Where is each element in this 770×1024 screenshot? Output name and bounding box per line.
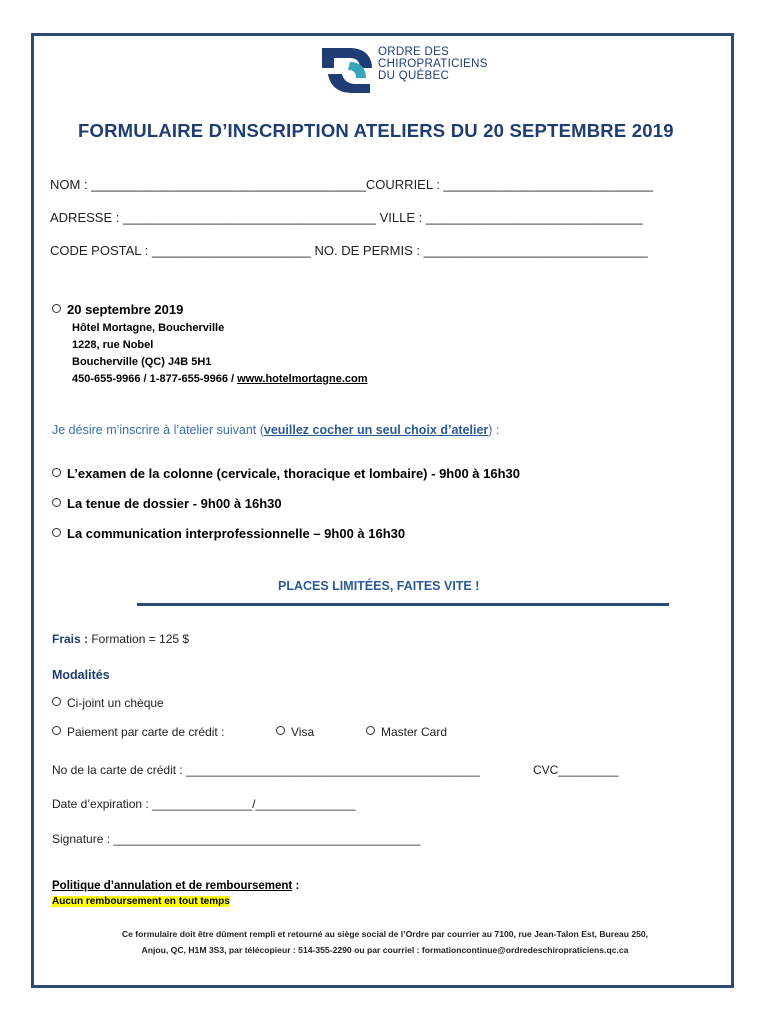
workshop-radio-1[interactable] (52, 468, 61, 477)
logo-line-3: DU QUÉBEC (378, 70, 450, 82)
instruction (52, 423, 499, 437)
session-radio[interactable] (52, 304, 61, 313)
mastercard-label: Master Card (381, 725, 448, 739)
form-title: FORMULAIRE D’INSCRIPTION ATELIERS DU 20 SEPTEMBRE 2019 (78, 120, 674, 141)
workshop-option-3[interactable] (52, 525, 405, 543)
workshop-label-1: L’examen de la colonne (cervicale, thoracique et lombaire) - 9h00 à 16h30 (67, 466, 521, 481)
mastercard-radio[interactable] (366, 726, 375, 735)
payment-heading: Modalités (52, 668, 110, 682)
cheque-option[interactable] (52, 696, 164, 710)
cheque-label: Ci-joint un chèque (67, 696, 164, 710)
phones: 450-655-9966 / 1-877-655-9966 / (72, 373, 238, 385)
workshop-radio-2[interactable] (52, 498, 61, 507)
logo-line-2: CHIROPRATICIENS (378, 58, 488, 70)
card-number-field[interactable]: No de la carte de crédit : ____________________________________________ (52, 763, 480, 777)
visa-option[interactable] (276, 725, 314, 739)
fee-label: Frais : (52, 632, 89, 646)
policy-note (52, 896, 230, 907)
workshop-label-2: La tenue de dossier - 9h00 à 16h30 (67, 496, 282, 511)
footer-line-2: Anjou, QC, H1M 3S3, par télécopieur : 514-355-2290 ou par courriel : formationcontinue@ordredeschiropraticiens.qc.ca (141, 945, 629, 955)
credit-radio[interactable] (52, 726, 61, 735)
postal-permit-field[interactable]: CODE POSTAL : ______________________ NO. DE PERMIS : _______________________________ (50, 243, 648, 258)
instruction-prefix: Je désire m’inscrire à l’atelier suivant ( (52, 423, 264, 437)
mastercard-option[interactable] (366, 725, 447, 739)
cheque-radio[interactable] (52, 697, 61, 706)
city: Boucherville (QC) J4B 5H1 (72, 356, 212, 368)
workshop-radio-3[interactable] (52, 528, 61, 537)
policy-note-text: Aucun remboursement en tout temps (52, 896, 230, 907)
website-link[interactable]: www.hotelmortagne.com (237, 373, 368, 385)
credit-label: Paiement par carte de crédit : (67, 725, 225, 739)
policy-title-line (52, 880, 299, 892)
ocq-logo (320, 44, 510, 96)
signature-field[interactable]: Signature : ______________________________________________ (52, 832, 421, 846)
phones-line (72, 371, 368, 388)
workshop-option-1[interactable] (52, 465, 520, 483)
credit-option[interactable] (52, 725, 224, 739)
address-city-field[interactable]: ADRESSE : ___________________________________ VILLE : ______________________________ (50, 210, 643, 225)
logo-text (378, 46, 488, 82)
cvc-field[interactable]: CVC_________ (533, 763, 619, 777)
logo-line-1: ORDRE DES (378, 46, 450, 58)
places-notice: PLACES LIMITÉES, FAITES VITE ! (278, 579, 480, 593)
workshop-label-3: La communication interprofessionnelle – 9h00 à 16h30 (67, 526, 406, 541)
policy-title: Politique d’annulation et de remboursement (52, 880, 293, 892)
footer-line-1: Ce formulaire doit être dûment rempli et retourné au siège social de l’Ordre par courrier au 7100, rue Jean-Talon Est, Bureau 250, (121, 929, 649, 939)
fee-value: Formation = 125 $ (88, 632, 190, 646)
visa-label: Visa (291, 725, 315, 739)
workshop-option-2[interactable] (52, 495, 282, 513)
divider (137, 603, 669, 606)
session-details (72, 320, 368, 388)
footer-note (40, 926, 730, 958)
session-option[interactable] (52, 301, 183, 319)
street: 1228, rue Nobel (72, 339, 154, 351)
policy-colon: : (292, 880, 300, 892)
ocq-logo-mark-icon (320, 44, 376, 94)
name-email-field[interactable]: NOM : ______________________________________COURRIEL : _____________________________ (50, 177, 654, 192)
instruction-suffix: ) : (488, 423, 500, 437)
visa-radio[interactable] (276, 726, 285, 735)
expiry-field[interactable]: Date d’expiration : _______________/_______________ (52, 797, 356, 811)
instruction-link: veuillez cocher un seul choix d’atelier (263, 423, 489, 437)
session-date: 20 septembre 2019 (67, 302, 184, 317)
fee-line (52, 632, 189, 646)
venue: Hôtel Mortagne, Boucherville (72, 322, 225, 334)
